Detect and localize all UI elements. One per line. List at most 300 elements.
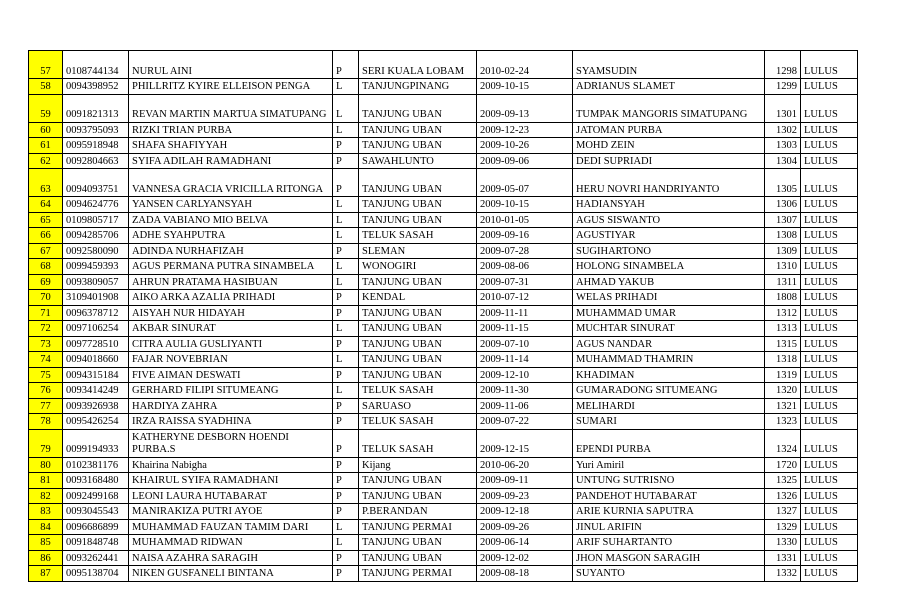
gender-cell: P bbox=[333, 51, 359, 79]
status-cell: LULUS bbox=[801, 243, 858, 259]
row-number-cell: 73 bbox=[29, 336, 63, 352]
birthplace-cell: SLEMAN bbox=[359, 243, 477, 259]
status-cell: LULUS bbox=[801, 138, 858, 154]
status-cell: LULUS bbox=[801, 228, 858, 244]
parent-name-cell: SYAMSUDIN bbox=[573, 51, 765, 79]
student-name-cell: ADHE SYAHPUTRA bbox=[129, 228, 333, 244]
nisn-cell: 3109401908 bbox=[63, 290, 129, 306]
birthdate-cell: 2009-11-06 bbox=[477, 398, 573, 414]
nisn-cell: 0097106254 bbox=[63, 321, 129, 337]
record-id-cell: 1304 bbox=[765, 153, 801, 169]
parent-name-cell: WELAS PRIHADI bbox=[573, 290, 765, 306]
parent-name-cell: PANDEHOT HUTABARAT bbox=[573, 488, 765, 504]
record-id-cell: 1330 bbox=[765, 535, 801, 551]
table-row bbox=[29, 398, 858, 414]
birthplace-cell: TANJUNG UBAN bbox=[359, 550, 477, 566]
birthdate-cell: 2010-02-24 bbox=[477, 51, 573, 79]
status-cell: LULUS bbox=[801, 504, 858, 520]
record-id-cell: 1303 bbox=[765, 138, 801, 154]
row-number-cell: 61 bbox=[29, 138, 63, 154]
parent-name-cell: JHON MASGON SARAGIH bbox=[573, 550, 765, 566]
gender-cell: P bbox=[333, 336, 359, 352]
parent-name-cell: MUHAMMAD UMAR bbox=[573, 305, 765, 321]
row-number-cell: 70 bbox=[29, 290, 63, 306]
birthdate-cell: 2009-05-07 bbox=[477, 169, 573, 197]
table-row bbox=[29, 305, 858, 321]
student-name-cell: HARDIYA ZAHRA bbox=[129, 398, 333, 414]
table-row bbox=[29, 488, 858, 504]
status-cell: LULUS bbox=[801, 290, 858, 306]
parent-name-cell: MUCHTAR SINURAT bbox=[573, 321, 765, 337]
table-row bbox=[29, 519, 858, 535]
parent-name-cell: DEDI SUPRIADI bbox=[573, 153, 765, 169]
nisn-cell: 0092499168 bbox=[63, 488, 129, 504]
birthdate-cell: 2009-09-06 bbox=[477, 153, 573, 169]
nisn-cell: 0094285706 bbox=[63, 228, 129, 244]
birthdate-cell: 2010-07-12 bbox=[477, 290, 573, 306]
birthplace-cell: SERI KUALA LOBAM bbox=[359, 51, 477, 79]
status-cell: LULUS bbox=[801, 550, 858, 566]
nisn-cell: 0093414249 bbox=[63, 383, 129, 399]
record-id-cell: 1307 bbox=[765, 212, 801, 228]
student-name-cell: MUHAMMAD RIDWAN bbox=[129, 535, 333, 551]
student-name-cell: AHRUN PRATAMA HASIBUAN bbox=[129, 274, 333, 290]
gender-cell: P bbox=[333, 398, 359, 414]
gender-cell: P bbox=[333, 504, 359, 520]
birthdate-cell: 2009-11-14 bbox=[477, 352, 573, 368]
table-row bbox=[29, 274, 858, 290]
birthdate-cell: 2009-11-15 bbox=[477, 321, 573, 337]
record-id-cell: 1329 bbox=[765, 519, 801, 535]
record-id-cell: 1319 bbox=[765, 367, 801, 383]
record-id-cell: 1312 bbox=[765, 305, 801, 321]
row-number-cell: 81 bbox=[29, 473, 63, 489]
status-cell: LULUS bbox=[801, 414, 858, 430]
birthdate-cell: 2009-11-30 bbox=[477, 383, 573, 399]
student-name-cell: NAISA AZAHRA SARAGIH bbox=[129, 550, 333, 566]
status-cell: LULUS bbox=[801, 383, 858, 399]
table-row bbox=[29, 51, 858, 79]
record-id-cell: 1299 bbox=[765, 79, 801, 95]
table-row bbox=[29, 169, 858, 197]
record-id-cell: 1323 bbox=[765, 414, 801, 430]
row-number-cell: 74 bbox=[29, 352, 63, 368]
birthdate-cell: 2009-12-18 bbox=[477, 504, 573, 520]
row-number-cell: 78 bbox=[29, 414, 63, 430]
parent-name-cell: MOHD ZEIN bbox=[573, 138, 765, 154]
table-row bbox=[29, 94, 858, 122]
table-row bbox=[29, 228, 858, 244]
birthplace-cell: TANJUNGPINANG bbox=[359, 79, 477, 95]
birthdate-cell: 2009-07-10 bbox=[477, 336, 573, 352]
parent-name-cell: ARIE KURNIA SAPUTRA bbox=[573, 504, 765, 520]
birthplace-cell: SARUASO bbox=[359, 398, 477, 414]
row-number-cell: 57 bbox=[29, 51, 63, 79]
table-row bbox=[29, 321, 858, 337]
parent-name-cell: HOLONG SINAMBELA bbox=[573, 259, 765, 275]
row-number-cell: 75 bbox=[29, 367, 63, 383]
table-row bbox=[29, 79, 858, 95]
gender-cell: L bbox=[333, 352, 359, 368]
row-number-cell: 72 bbox=[29, 321, 63, 337]
birthplace-cell: TANJUNG UBAN bbox=[359, 212, 477, 228]
record-id-cell: 1315 bbox=[765, 336, 801, 352]
status-cell: LULUS bbox=[801, 259, 858, 275]
table-body bbox=[29, 51, 858, 582]
nisn-cell: 0099459393 bbox=[63, 259, 129, 275]
birthdate-cell: 2009-09-26 bbox=[477, 519, 573, 535]
gender-cell: P bbox=[333, 414, 359, 430]
nisn-cell: 0095426254 bbox=[63, 414, 129, 430]
table-row bbox=[29, 153, 858, 169]
nisn-cell: 0092804663 bbox=[63, 153, 129, 169]
parent-name-cell: GUMARADONG SITUMEANG bbox=[573, 383, 765, 399]
nisn-cell: 0093926938 bbox=[63, 398, 129, 414]
nisn-cell: 0108744134 bbox=[63, 51, 129, 79]
student-name-cell: RIZKI TRIAN PURBA bbox=[129, 122, 333, 138]
record-id-cell: 1332 bbox=[765, 566, 801, 582]
status-cell: LULUS bbox=[801, 79, 858, 95]
birthplace-cell: WONOGIRI bbox=[359, 259, 477, 275]
gender-cell: P bbox=[333, 290, 359, 306]
status-cell: LULUS bbox=[801, 169, 858, 197]
record-id-cell: 1320 bbox=[765, 383, 801, 399]
status-cell: LULUS bbox=[801, 535, 858, 551]
record-id-cell: 1308 bbox=[765, 228, 801, 244]
student-name-cell: MUHAMMAD FAUZAN TAMIM DARI bbox=[129, 519, 333, 535]
student-name-cell: KATHERYNE DESBORN HOENDI PURBA.S bbox=[129, 429, 333, 457]
birthdate-cell: 2010-01-05 bbox=[477, 212, 573, 228]
birthplace-cell: TANJUNG UBAN bbox=[359, 94, 477, 122]
row-number-cell: 68 bbox=[29, 259, 63, 275]
status-cell: LULUS bbox=[801, 352, 858, 368]
status-cell: LULUS bbox=[801, 212, 858, 228]
parent-name-cell: EPENDI PURBA bbox=[573, 429, 765, 457]
parent-name-cell: JATOMAN PURBA bbox=[573, 122, 765, 138]
table-row bbox=[29, 383, 858, 399]
status-cell: LULUS bbox=[801, 305, 858, 321]
gender-cell: L bbox=[333, 519, 359, 535]
gender-cell: L bbox=[333, 122, 359, 138]
parent-name-cell: UNTUNG SUTRISNO bbox=[573, 473, 765, 489]
status-cell: LULUS bbox=[801, 429, 858, 457]
nisn-cell: 0102381176 bbox=[63, 457, 129, 473]
student-name-cell: ZADA VABIANO MIO BELVA bbox=[129, 212, 333, 228]
gender-cell: P bbox=[333, 243, 359, 259]
parent-name-cell: ARIF SUHARTANTO bbox=[573, 535, 765, 551]
parent-name-cell: TUMPAK MANGORIS SIMATUPANG bbox=[573, 94, 765, 122]
record-id-cell: 1331 bbox=[765, 550, 801, 566]
parent-name-cell: MELIHARDI bbox=[573, 398, 765, 414]
student-name-cell: REVAN MARTIN MARTUA SIMATUPANG bbox=[129, 94, 333, 122]
birthplace-cell: TELUK SASAH bbox=[359, 429, 477, 457]
row-number-cell: 59 bbox=[29, 94, 63, 122]
parent-name-cell: HADIANSYAH bbox=[573, 197, 765, 213]
row-number-cell: 80 bbox=[29, 457, 63, 473]
row-number-cell: 62 bbox=[29, 153, 63, 169]
gender-cell: P bbox=[333, 429, 359, 457]
birthplace-cell: TELUK SASAH bbox=[359, 414, 477, 430]
gender-cell: L bbox=[333, 197, 359, 213]
birthplace-cell: TANJUNG UBAN bbox=[359, 488, 477, 504]
student-name-cell: AKBAR SINURAT bbox=[129, 321, 333, 337]
student-name-cell: VANNESA GRACIA VRICILLA RITONGA bbox=[129, 169, 333, 197]
parent-name-cell: AGUS SISWANTO bbox=[573, 212, 765, 228]
parent-name-cell: JINUL ARIFIN bbox=[573, 519, 765, 535]
birthplace-cell: TANJUNG PERMAI bbox=[359, 566, 477, 582]
gender-cell: L bbox=[333, 94, 359, 122]
birthdate-cell: 2009-06-14 bbox=[477, 535, 573, 551]
status-cell: LULUS bbox=[801, 488, 858, 504]
table-row bbox=[29, 550, 858, 566]
gender-cell: L bbox=[333, 383, 359, 399]
parent-name-cell: ADRIANUS SLAMET bbox=[573, 79, 765, 95]
gender-cell: L bbox=[333, 274, 359, 290]
parent-name-cell: Yuri Amiril bbox=[573, 457, 765, 473]
record-id-cell: 1808 bbox=[765, 290, 801, 306]
birthplace-cell: TANJUNG UBAN bbox=[359, 122, 477, 138]
student-name-cell: LEONI LAURA HUTABARAT bbox=[129, 488, 333, 504]
student-name-cell: FAJAR NOVEBRIAN bbox=[129, 352, 333, 368]
table-row bbox=[29, 336, 858, 352]
birthplace-cell: TANJUNG UBAN bbox=[359, 352, 477, 368]
birthplace-cell: SAWAHLUNTO bbox=[359, 153, 477, 169]
table-row bbox=[29, 243, 858, 259]
gender-cell: L bbox=[333, 535, 359, 551]
row-number-cell: 86 bbox=[29, 550, 63, 566]
gender-cell: P bbox=[333, 566, 359, 582]
birthdate-cell: 2009-10-15 bbox=[477, 197, 573, 213]
record-id-cell: 1301 bbox=[765, 94, 801, 122]
record-id-cell: 1309 bbox=[765, 243, 801, 259]
birthplace-cell: TANJUNG UBAN bbox=[359, 535, 477, 551]
row-number-cell: 58 bbox=[29, 79, 63, 95]
birthdate-cell: 2009-09-13 bbox=[477, 94, 573, 122]
record-id-cell: 1298 bbox=[765, 51, 801, 79]
nisn-cell: 0109805717 bbox=[63, 212, 129, 228]
birthdate-cell: 2009-09-11 bbox=[477, 473, 573, 489]
gender-cell: L bbox=[333, 212, 359, 228]
birthdate-cell: 2009-12-02 bbox=[477, 550, 573, 566]
birthdate-cell: 2009-07-28 bbox=[477, 243, 573, 259]
table-row bbox=[29, 504, 858, 520]
nisn-cell: 0091821313 bbox=[63, 94, 129, 122]
row-number-cell: 65 bbox=[29, 212, 63, 228]
birthdate-cell: 2010-06-20 bbox=[477, 457, 573, 473]
status-cell: LULUS bbox=[801, 398, 858, 414]
record-id-cell: 1302 bbox=[765, 122, 801, 138]
birthplace-cell: TANJUNG UBAN bbox=[359, 169, 477, 197]
birthplace-cell: TANJUNG UBAN bbox=[359, 197, 477, 213]
row-number-cell: 66 bbox=[29, 228, 63, 244]
status-cell: LULUS bbox=[801, 51, 858, 79]
row-number-cell: 82 bbox=[29, 488, 63, 504]
student-name-cell: CITRA AULIA GUSLIYANTI bbox=[129, 336, 333, 352]
table-row bbox=[29, 197, 858, 213]
birthdate-cell: 2009-10-26 bbox=[477, 138, 573, 154]
row-number-cell: 83 bbox=[29, 504, 63, 520]
student-name-cell: MANIRAKIZA PUTRI AYOE bbox=[129, 504, 333, 520]
nisn-cell: 0094624776 bbox=[63, 197, 129, 213]
record-id-cell: 1321 bbox=[765, 398, 801, 414]
nisn-cell: 0093809057 bbox=[63, 274, 129, 290]
status-cell: LULUS bbox=[801, 321, 858, 337]
record-id-cell: 1310 bbox=[765, 259, 801, 275]
student-name-cell: AIKO ARKA AZALIA PRIHADI bbox=[129, 290, 333, 306]
status-cell: LULUS bbox=[801, 153, 858, 169]
status-cell: LULUS bbox=[801, 94, 858, 122]
birthplace-cell: TANJUNG UBAN bbox=[359, 321, 477, 337]
birthdate-cell: 2009-07-22 bbox=[477, 414, 573, 430]
gender-cell: P bbox=[333, 138, 359, 154]
birthdate-cell: 2009-09-23 bbox=[477, 488, 573, 504]
table-row bbox=[29, 352, 858, 368]
birthplace-cell: TANJUNG UBAN bbox=[359, 305, 477, 321]
parent-name-cell: SUMARI bbox=[573, 414, 765, 430]
student-name-cell: SYIFA ADILAH RAMADHANI bbox=[129, 153, 333, 169]
row-number-cell: 67 bbox=[29, 243, 63, 259]
student-name-cell: AGUS PERMANA PUTRA SINAMBELA bbox=[129, 259, 333, 275]
row-number-cell: 64 bbox=[29, 197, 63, 213]
birthplace-cell: TANJUNG UBAN bbox=[359, 274, 477, 290]
nisn-cell: 0095918948 bbox=[63, 138, 129, 154]
table-row bbox=[29, 122, 858, 138]
student-name-cell: ADINDA NURHAFIZAH bbox=[129, 243, 333, 259]
birthplace-cell: TELUK SASAH bbox=[359, 383, 477, 399]
gender-cell: P bbox=[333, 169, 359, 197]
parent-name-cell: AHMAD YAKUB bbox=[573, 274, 765, 290]
gender-cell: L bbox=[333, 259, 359, 275]
gender-cell: P bbox=[333, 473, 359, 489]
birthplace-cell: TANJUNG UBAN bbox=[359, 336, 477, 352]
parent-name-cell: HERU NOVRI HANDRIYANTO bbox=[573, 169, 765, 197]
record-id-cell: 1318 bbox=[765, 352, 801, 368]
status-cell: LULUS bbox=[801, 336, 858, 352]
status-cell: LULUS bbox=[801, 566, 858, 582]
record-id-cell: 1326 bbox=[765, 488, 801, 504]
table-row bbox=[29, 473, 858, 489]
nisn-cell: 0095138704 bbox=[63, 566, 129, 582]
row-number-cell: 63 bbox=[29, 169, 63, 197]
student-name-cell: YANSEN CARLYANSYAH bbox=[129, 197, 333, 213]
gender-cell: P bbox=[333, 153, 359, 169]
birthdate-cell: 2009-09-16 bbox=[477, 228, 573, 244]
nisn-cell: 0096378712 bbox=[63, 305, 129, 321]
student-name-cell: IRZA RAISSA SYADHINA bbox=[129, 414, 333, 430]
parent-name-cell: AGUS NANDAR bbox=[573, 336, 765, 352]
nisn-cell: 0094398952 bbox=[63, 79, 129, 95]
birthplace-cell: P.BERANDAN bbox=[359, 504, 477, 520]
table-row bbox=[29, 259, 858, 275]
birthdate-cell: 2009-12-23 bbox=[477, 122, 573, 138]
row-number-cell: 60 bbox=[29, 122, 63, 138]
birthplace-cell: KENDAL bbox=[359, 290, 477, 306]
status-cell: LULUS bbox=[801, 519, 858, 535]
parent-name-cell: SUYANTO bbox=[573, 566, 765, 582]
birthplace-cell: TANJUNG UBAN bbox=[359, 367, 477, 383]
record-id-cell: 1720 bbox=[765, 457, 801, 473]
record-id-cell: 1327 bbox=[765, 504, 801, 520]
status-cell: LULUS bbox=[801, 197, 858, 213]
table-row bbox=[29, 457, 858, 473]
birthdate-cell: 2009-10-15 bbox=[477, 79, 573, 95]
student-name-cell: FIVE AIMAN DESWATI bbox=[129, 367, 333, 383]
gender-cell: P bbox=[333, 367, 359, 383]
birthplace-cell: TANJUNG UBAN bbox=[359, 473, 477, 489]
nisn-cell: 0097728510 bbox=[63, 336, 129, 352]
record-id-cell: 1324 bbox=[765, 429, 801, 457]
record-id-cell: 1305 bbox=[765, 169, 801, 197]
gender-cell: P bbox=[333, 305, 359, 321]
record-id-cell: 1306 bbox=[765, 197, 801, 213]
birthdate-cell: 2009-12-15 bbox=[477, 429, 573, 457]
student-name-cell: Khairina Nabigha bbox=[129, 457, 333, 473]
row-number-cell: 85 bbox=[29, 535, 63, 551]
row-number-cell: 69 bbox=[29, 274, 63, 290]
student-name-cell: AISYAH NUR HIDAYAH bbox=[129, 305, 333, 321]
nisn-cell: 0093262441 bbox=[63, 550, 129, 566]
table-row bbox=[29, 367, 858, 383]
table-row bbox=[29, 290, 858, 306]
row-number-cell: 79 bbox=[29, 429, 63, 457]
gender-cell: L bbox=[333, 321, 359, 337]
nisn-cell: 0093795093 bbox=[63, 122, 129, 138]
table-row bbox=[29, 414, 858, 430]
row-number-cell: 84 bbox=[29, 519, 63, 535]
gender-cell: P bbox=[333, 457, 359, 473]
status-cell: LULUS bbox=[801, 473, 858, 489]
nisn-cell: 0094315184 bbox=[63, 367, 129, 383]
nisn-cell: 0096686899 bbox=[63, 519, 129, 535]
record-id-cell: 1311 bbox=[765, 274, 801, 290]
row-number-cell: 77 bbox=[29, 398, 63, 414]
row-number-cell: 87 bbox=[29, 566, 63, 582]
row-number-cell: 71 bbox=[29, 305, 63, 321]
parent-name-cell: SUGIHARTONO bbox=[573, 243, 765, 259]
student-name-cell: GERHARD FILIPI SITUMEANG bbox=[129, 383, 333, 399]
student-name-cell: NIKEN GUSFANELI BINTANA bbox=[129, 566, 333, 582]
gender-cell: P bbox=[333, 550, 359, 566]
gender-cell: P bbox=[333, 488, 359, 504]
birthdate-cell: 2009-08-06 bbox=[477, 259, 573, 275]
table-row bbox=[29, 138, 858, 154]
birthplace-cell: TANJUNG PERMAI bbox=[359, 519, 477, 535]
record-id-cell: 1325 bbox=[765, 473, 801, 489]
table-row bbox=[29, 566, 858, 582]
student-results-table bbox=[28, 50, 858, 582]
table-row bbox=[29, 429, 858, 457]
student-name-cell: PHILLRITZ KYIRE ELLEISON PENGA bbox=[129, 79, 333, 95]
nisn-cell: 0099194933 bbox=[63, 429, 129, 457]
nisn-cell: 0093168480 bbox=[63, 473, 129, 489]
student-name-cell: KHAIRUL SYIFA RAMADHANI bbox=[129, 473, 333, 489]
student-name-cell: SHAFA SHAFIYYAH bbox=[129, 138, 333, 154]
parent-name-cell: MUHAMMAD THAMRIN bbox=[573, 352, 765, 368]
status-cell: LULUS bbox=[801, 457, 858, 473]
birthplace-cell: TELUK SASAH bbox=[359, 228, 477, 244]
parent-name-cell: KHADIMAN bbox=[573, 367, 765, 383]
record-id-cell: 1313 bbox=[765, 321, 801, 337]
birthdate-cell: 2009-07-31 bbox=[477, 274, 573, 290]
gender-cell: L bbox=[333, 79, 359, 95]
status-cell: LULUS bbox=[801, 122, 858, 138]
row-number-cell: 76 bbox=[29, 383, 63, 399]
birthdate-cell: 2009-08-18 bbox=[477, 566, 573, 582]
gender-cell: L bbox=[333, 228, 359, 244]
birthplace-cell: TANJUNG UBAN bbox=[359, 138, 477, 154]
nisn-cell: 0093045543 bbox=[63, 504, 129, 520]
birthdate-cell: 2009-12-10 bbox=[477, 367, 573, 383]
